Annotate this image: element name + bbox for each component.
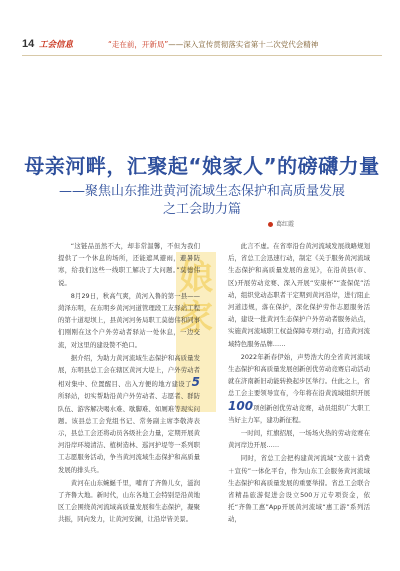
- series-title: [108, 39, 318, 50]
- paragraph: 2022年新春伊始，声势浩大的全省黄河流域生态保护和高质量发展创新创优劳动竞赛启动活动就在济南新旧动能转换起步区举行。仕此之上，省总工会主要领导宣布，今年将在沿黄流域组织开展100项创新创优劳动竞赛，动员组织广大职工当好主力军，建功新征程。: [228, 352, 370, 424]
- series-prefix: “走在前，开新局”: [108, 40, 169, 49]
- author-dot-icon: [268, 222, 273, 227]
- author-byline: [268, 219, 294, 228]
- author-name: 葛红霞: [276, 221, 295, 228]
- right-column: [228, 240, 370, 527]
- header-divider: [22, 55, 382, 56]
- series-suffix: ——深入宣传贯彻落实省第十二次党代会精神: [168, 40, 319, 49]
- watermark-text: 娘家: [179, 258, 213, 338]
- paragraph: 黄河在山东蜿蜒千里，哺育了齐鲁儿女，滋润了齐鲁大地。新时代，山东各地工会特别是沿黄地区工会围绕黄河流域高质量发展和生态保护，凝聚共振，同向发力，让黄河安澜，让沿岸皆美景。: [58, 478, 200, 524]
- left-column: [58, 240, 200, 527]
- paragraph: 此言不虚。在省率沿台黄河流域发展战略规划后，省总工会迅速行动，制定《关于服务黄河流域生态保护和高质量发展的意见》，在沿黄县(市、区)开展劳动竞赛、深入开展“安康杯”“查保促”活动，组织党动态职者干定期到黄河沿岸，进行阻止河道违规，落在保护，深化保护劳作志愿服务活动，建设一批黄河生态保护户外劳动者服务站点，实施黄河流域职工权益保障专项行动，打造黄河流域特色服务品牌……: [228, 242, 370, 348]
- paragraph: “这链品虽然不大，却非常温馨，不但为我们提供了一个休息的场所，还能遮风避雨，避暑防寒，给我们这些一线职工解决了大问题。”莫德伟说。: [58, 242, 200, 287]
- highlight-number: 5: [191, 375, 200, 390]
- magazine-logo: 工会信息: [39, 40, 74, 50]
- page-header: [22, 38, 382, 52]
- article-title: 母亲河畔，汇聚起“娘家人”的磅礴力量: [24, 154, 380, 178]
- article-subtitle-line2: 之工会助力篇: [162, 202, 241, 217]
- paragraph: 据介绍，为助力黄河流域生态保护和高质量发展，东明县总工会在辖区黄河大堤上，户外劳动者相对集中、位置醒目、出入方便的地方建设了5所驿站，切实帮助沿黄户外劳动者、志愿者、群防队伍、游客解决喝水难、歇脚难、如厕难等现实问题。该县总工会党组书记、常务副主席李敬涛表示，县总工会还将动员各级社会力量，定期开展黄河沿岸环境清洁、植树造林、巡河护堤等一系列职工志愿服务活动，争当黄河流域生态保护和高质量发展的排头兵。: [58, 353, 200, 474]
- paragraph: 8月29日，秋高气爽，黄河入鲁的第一县——菏泽东明，在东明乡黄河河道管理段工友驿站工程的第十道堤坝上，县黄河河务局职工莫德伟和同事们刚刚在这个户外劳动者驿站一处休息，一边交流，对这里的建设赞不绝口。: [58, 291, 200, 349]
- paragraph: 一时间，红旗招展，一场场火热的劳动竞赛在黄河岸边开展……: [228, 429, 370, 450]
- page-number: 14: [22, 38, 35, 50]
- article-subtitle-line1: ——聚焦山东推进黄河流域生态保护和高质量发展: [58, 184, 345, 199]
- paragraph: 同时，省总工会把构建黄河流域“文旅＋消费＋宣传”一体化平台，作为山东工会服务黄河流域生态保护和高质量发展的重要举措。省总工会联合省精品旅游促进会设立500万元专项资金，依托“齐鲁工惠”App开展黄河流域“惠工游”系列活动，: [228, 454, 370, 524]
- highlight-number: 100: [228, 398, 254, 413]
